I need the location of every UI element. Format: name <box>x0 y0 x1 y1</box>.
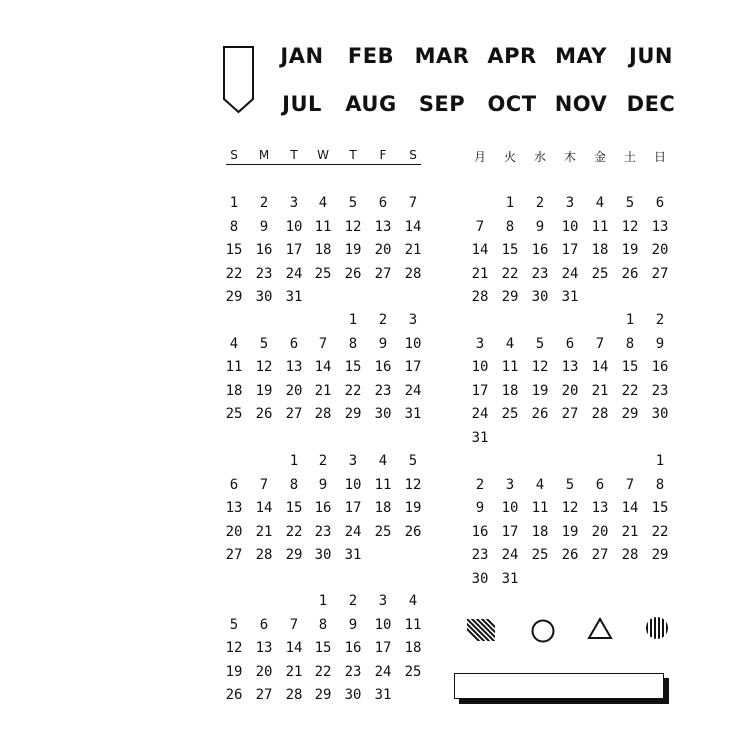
date-cell: 13 <box>255 640 273 656</box>
date-cell: 13 <box>651 219 669 235</box>
date-cell: 9 <box>348 617 358 633</box>
date-cell: 23 <box>255 266 273 282</box>
date-cell: 26 <box>344 266 362 282</box>
date-cell: 10 <box>344 477 362 493</box>
date-cell: 31 <box>374 687 392 703</box>
date-cell: 3 <box>505 477 515 493</box>
date-cell: 4 <box>378 453 388 469</box>
date-cell: 16 <box>374 359 392 375</box>
date-cell: 2 <box>535 195 545 211</box>
date-cell: 14 <box>621 500 639 516</box>
date-cell: 16 <box>314 500 332 516</box>
date-cell: 20 <box>225 524 243 540</box>
date-cell: 19 <box>561 524 579 540</box>
date-cell: 28 <box>621 547 639 563</box>
date-cell: 29 <box>225 289 243 305</box>
date-cell: 24 <box>285 266 303 282</box>
month-label: NOV <box>554 92 608 116</box>
date-cell: 17 <box>374 640 392 656</box>
date-cell: 16 <box>471 524 489 540</box>
date-cell: 22 <box>314 664 332 680</box>
date-cell: 3 <box>289 195 299 211</box>
date-cell: 7 <box>408 195 418 211</box>
date-cell: 6 <box>655 195 665 211</box>
date-cell: 16 <box>344 640 362 656</box>
month-label: FEB <box>347 44 395 68</box>
date-cell: 6 <box>595 477 605 493</box>
date-cell: 6 <box>259 617 269 633</box>
date-cell: 31 <box>471 430 489 446</box>
date-cell: 31 <box>501 571 519 587</box>
date-cell: 10 <box>404 336 422 352</box>
date-cell: 30 <box>651 406 669 422</box>
date-cell: 22 <box>344 383 362 399</box>
date-cell: 21 <box>404 242 422 258</box>
date-cell: 28 <box>255 547 273 563</box>
date-cell: 12 <box>255 359 273 375</box>
date-cell: 13 <box>561 359 579 375</box>
weekday-label: 日 <box>653 150 667 164</box>
date-cell: 27 <box>374 266 392 282</box>
date-cell: 26 <box>621 266 639 282</box>
date-cell: 15 <box>621 359 639 375</box>
date-cell: 23 <box>531 266 549 282</box>
weekday-label: T <box>349 148 357 162</box>
weekday-label: 土 <box>623 150 637 164</box>
date-cell: 18 <box>591 242 609 258</box>
date-cell: 17 <box>404 359 422 375</box>
date-cell: 24 <box>501 547 519 563</box>
month-label: SEP <box>418 92 466 116</box>
date-cell: 14 <box>255 500 273 516</box>
date-cell: 9 <box>535 219 545 235</box>
date-cell: 10 <box>501 500 519 516</box>
date-cell: 1 <box>505 195 515 211</box>
date-cell: 17 <box>344 500 362 516</box>
date-cell: 15 <box>344 359 362 375</box>
date-cell: 13 <box>591 500 609 516</box>
month-label: JAN <box>280 44 324 68</box>
date-cell: 4 <box>505 336 515 352</box>
weekday-label: 月 <box>473 150 487 164</box>
date-cell: 12 <box>225 640 243 656</box>
date-cell: 20 <box>285 383 303 399</box>
month-label: MAY <box>555 44 607 68</box>
date-cell: 9 <box>655 336 665 352</box>
date-cell: 29 <box>651 547 669 563</box>
date-cell: 15 <box>285 500 303 516</box>
date-cell: 24 <box>561 266 579 282</box>
date-cell: 16 <box>531 242 549 258</box>
date-cell: 14 <box>471 242 489 258</box>
date-cell: 29 <box>314 687 332 703</box>
date-cell: 2 <box>475 477 485 493</box>
date-cell: 22 <box>225 266 243 282</box>
date-cell: 5 <box>625 195 635 211</box>
date-cell: 11 <box>404 617 422 633</box>
weekday-label: 金 <box>593 150 607 164</box>
date-cell: 9 <box>378 336 388 352</box>
date-cell: 2 <box>348 593 358 609</box>
date-cell: 18 <box>404 640 422 656</box>
date-cell: 11 <box>531 500 549 516</box>
date-cell: 10 <box>285 219 303 235</box>
date-cell: 8 <box>318 617 328 633</box>
date-cell: 30 <box>374 406 392 422</box>
weekday-label: M <box>258 148 270 162</box>
date-cell: 2 <box>378 312 388 328</box>
date-cell: 30 <box>471 571 489 587</box>
date-cell: 1 <box>655 453 665 469</box>
date-cell: 11 <box>314 219 332 235</box>
date-cell: 22 <box>285 524 303 540</box>
date-cell: 18 <box>531 524 549 540</box>
date-cell: 7 <box>595 336 605 352</box>
triangle-icon <box>586 617 614 641</box>
date-cell: 8 <box>348 336 358 352</box>
date-cell: 8 <box>625 336 635 352</box>
date-cell: 9 <box>259 219 269 235</box>
month-label: DEC <box>626 92 676 116</box>
date-cell: 31 <box>404 406 422 422</box>
date-cell: 27 <box>591 547 609 563</box>
date-cell: 7 <box>625 477 635 493</box>
date-cell: 13 <box>285 359 303 375</box>
date-cell: 7 <box>475 219 485 235</box>
date-cell: 26 <box>225 687 243 703</box>
weekday-label: 水 <box>533 150 547 164</box>
weekday-label: F <box>379 148 387 162</box>
date-cell: 2 <box>318 453 328 469</box>
date-cell: 23 <box>344 664 362 680</box>
date-cell: 23 <box>471 547 489 563</box>
date-cell: 25 <box>314 266 332 282</box>
date-cell: 8 <box>289 477 299 493</box>
date-cell: 20 <box>591 524 609 540</box>
date-cell: 26 <box>561 547 579 563</box>
date-cell: 22 <box>501 266 519 282</box>
date-cell: 25 <box>501 406 519 422</box>
striped-circle-icon <box>643 614 671 642</box>
date-cell: 18 <box>225 383 243 399</box>
date-cell: 27 <box>255 687 273 703</box>
date-cell: 12 <box>561 500 579 516</box>
date-cell: 19 <box>225 664 243 680</box>
date-cell: 30 <box>255 289 273 305</box>
date-cell: 24 <box>344 524 362 540</box>
date-cell: 7 <box>289 617 299 633</box>
date-cell: 21 <box>621 524 639 540</box>
date-cell: 19 <box>255 383 273 399</box>
date-cell: 10 <box>561 219 579 235</box>
month-label: APR <box>487 44 537 68</box>
date-cell: 21 <box>314 383 332 399</box>
date-cell: 31 <box>344 547 362 563</box>
date-cell: 13 <box>225 500 243 516</box>
date-cell: 1 <box>348 312 358 328</box>
date-cell: 15 <box>225 242 243 258</box>
date-cell: 30 <box>344 687 362 703</box>
date-cell: 28 <box>591 406 609 422</box>
date-cell: 17 <box>501 524 519 540</box>
date-cell: 29 <box>501 289 519 305</box>
date-cell: 24 <box>404 383 422 399</box>
date-cell: 12 <box>344 219 362 235</box>
date-cell: 26 <box>404 524 422 540</box>
date-cell: 20 <box>561 383 579 399</box>
date-cell: 15 <box>501 242 519 258</box>
date-cell: 20 <box>374 242 392 258</box>
date-cell: 1 <box>229 195 239 211</box>
date-cell: 8 <box>655 477 665 493</box>
date-cell: 12 <box>531 359 549 375</box>
date-cell: 28 <box>471 289 489 305</box>
date-cell: 25 <box>404 664 422 680</box>
date-cell: 29 <box>621 406 639 422</box>
month-label: AUG <box>345 92 397 116</box>
date-cell: 31 <box>561 289 579 305</box>
weekday-label: 火 <box>503 150 517 164</box>
date-cell: 16 <box>255 242 273 258</box>
date-cell: 9 <box>318 477 328 493</box>
date-cell: 28 <box>404 266 422 282</box>
date-cell: 16 <box>651 359 669 375</box>
date-cell: 11 <box>225 359 243 375</box>
weekday-label: 木 <box>563 150 577 164</box>
date-cell: 28 <box>285 687 303 703</box>
date-cell: 4 <box>229 336 239 352</box>
date-cell: 21 <box>285 664 303 680</box>
date-cell: 5 <box>348 195 358 211</box>
date-cell: 8 <box>505 219 515 235</box>
date-cell: 18 <box>501 383 519 399</box>
blank-bar <box>454 673 664 699</box>
month-label: OCT <box>487 92 537 116</box>
date-cell: 6 <box>289 336 299 352</box>
date-cell: 25 <box>374 524 392 540</box>
date-cell: 8 <box>229 219 239 235</box>
date-cell: 5 <box>535 336 545 352</box>
date-cell: 26 <box>531 406 549 422</box>
month-label: JUN <box>629 44 673 68</box>
date-cell: 19 <box>621 242 639 258</box>
date-cell: 19 <box>404 500 422 516</box>
date-cell: 25 <box>591 266 609 282</box>
date-cell: 12 <box>621 219 639 235</box>
date-cell: 23 <box>374 383 392 399</box>
date-cell: 9 <box>475 500 485 516</box>
date-cell: 21 <box>255 524 273 540</box>
date-cell: 20 <box>651 242 669 258</box>
date-cell: 5 <box>565 477 575 493</box>
date-cell: 24 <box>471 406 489 422</box>
date-cell: 3 <box>565 195 575 211</box>
date-cell: 31 <box>285 289 303 305</box>
date-cell: 1 <box>318 593 328 609</box>
date-cell: 4 <box>408 593 418 609</box>
hatched-square-icon <box>466 618 496 642</box>
date-cell: 10 <box>471 359 489 375</box>
date-cell: 30 <box>531 289 549 305</box>
date-cell: 5 <box>408 453 418 469</box>
date-cell: 5 <box>229 617 239 633</box>
date-cell: 2 <box>655 312 665 328</box>
date-cell: 29 <box>285 547 303 563</box>
date-cell: 11 <box>501 359 519 375</box>
weekday-label: W <box>317 148 329 162</box>
date-cell: 2 <box>259 195 269 211</box>
date-cell: 5 <box>259 336 269 352</box>
weekday-label: S <box>230 148 238 162</box>
date-cell: 13 <box>374 219 392 235</box>
date-cell: 12 <box>404 477 422 493</box>
date-cell: 17 <box>471 383 489 399</box>
date-cell: 25 <box>531 547 549 563</box>
date-cell: 15 <box>651 500 669 516</box>
date-cell: 6 <box>229 477 239 493</box>
date-cell: 17 <box>285 242 303 258</box>
date-cell: 3 <box>378 593 388 609</box>
date-cell: 4 <box>535 477 545 493</box>
date-cell: 14 <box>404 219 422 235</box>
date-cell: 14 <box>591 359 609 375</box>
date-cell: 26 <box>255 406 273 422</box>
date-cell: 17 <box>561 242 579 258</box>
circle-icon <box>529 618 557 644</box>
date-cell: 20 <box>255 664 273 680</box>
date-cell: 29 <box>344 406 362 422</box>
date-cell: 28 <box>314 406 332 422</box>
date-cell: 7 <box>259 477 269 493</box>
date-cell: 24 <box>374 664 392 680</box>
date-cell: 11 <box>591 219 609 235</box>
date-cell: 27 <box>561 406 579 422</box>
month-label: MAR <box>414 44 470 68</box>
weekday-label: T <box>290 148 298 162</box>
date-cell: 30 <box>314 547 332 563</box>
month-label: JUL <box>282 92 322 116</box>
date-cell: 1 <box>625 312 635 328</box>
date-cell: 6 <box>565 336 575 352</box>
date-cell: 3 <box>408 312 418 328</box>
date-cell: 23 <box>651 383 669 399</box>
date-cell: 14 <box>314 359 332 375</box>
date-cell: 25 <box>225 406 243 422</box>
date-cell: 23 <box>314 524 332 540</box>
weekday-label: S <box>409 148 417 162</box>
bookmark-tab-icon <box>222 44 256 116</box>
weekday-underline <box>226 164 421 165</box>
date-cell: 27 <box>285 406 303 422</box>
date-cell: 4 <box>318 195 328 211</box>
date-cell: 21 <box>471 266 489 282</box>
date-cell: 21 <box>591 383 609 399</box>
date-cell: 14 <box>285 640 303 656</box>
date-cell: 7 <box>318 336 328 352</box>
date-cell: 4 <box>595 195 605 211</box>
date-cell: 1 <box>289 453 299 469</box>
date-cell: 19 <box>531 383 549 399</box>
date-cell: 27 <box>651 266 669 282</box>
date-cell: 15 <box>314 640 332 656</box>
date-cell: 3 <box>475 336 485 352</box>
date-cell: 3 <box>348 453 358 469</box>
date-cell: 22 <box>651 524 669 540</box>
date-cell: 22 <box>621 383 639 399</box>
date-cell: 18 <box>374 500 392 516</box>
date-cell: 6 <box>378 195 388 211</box>
date-cell: 18 <box>314 242 332 258</box>
date-cell: 27 <box>225 547 243 563</box>
date-cell: 11 <box>374 477 392 493</box>
date-cell: 10 <box>374 617 392 633</box>
date-cell: 19 <box>344 242 362 258</box>
